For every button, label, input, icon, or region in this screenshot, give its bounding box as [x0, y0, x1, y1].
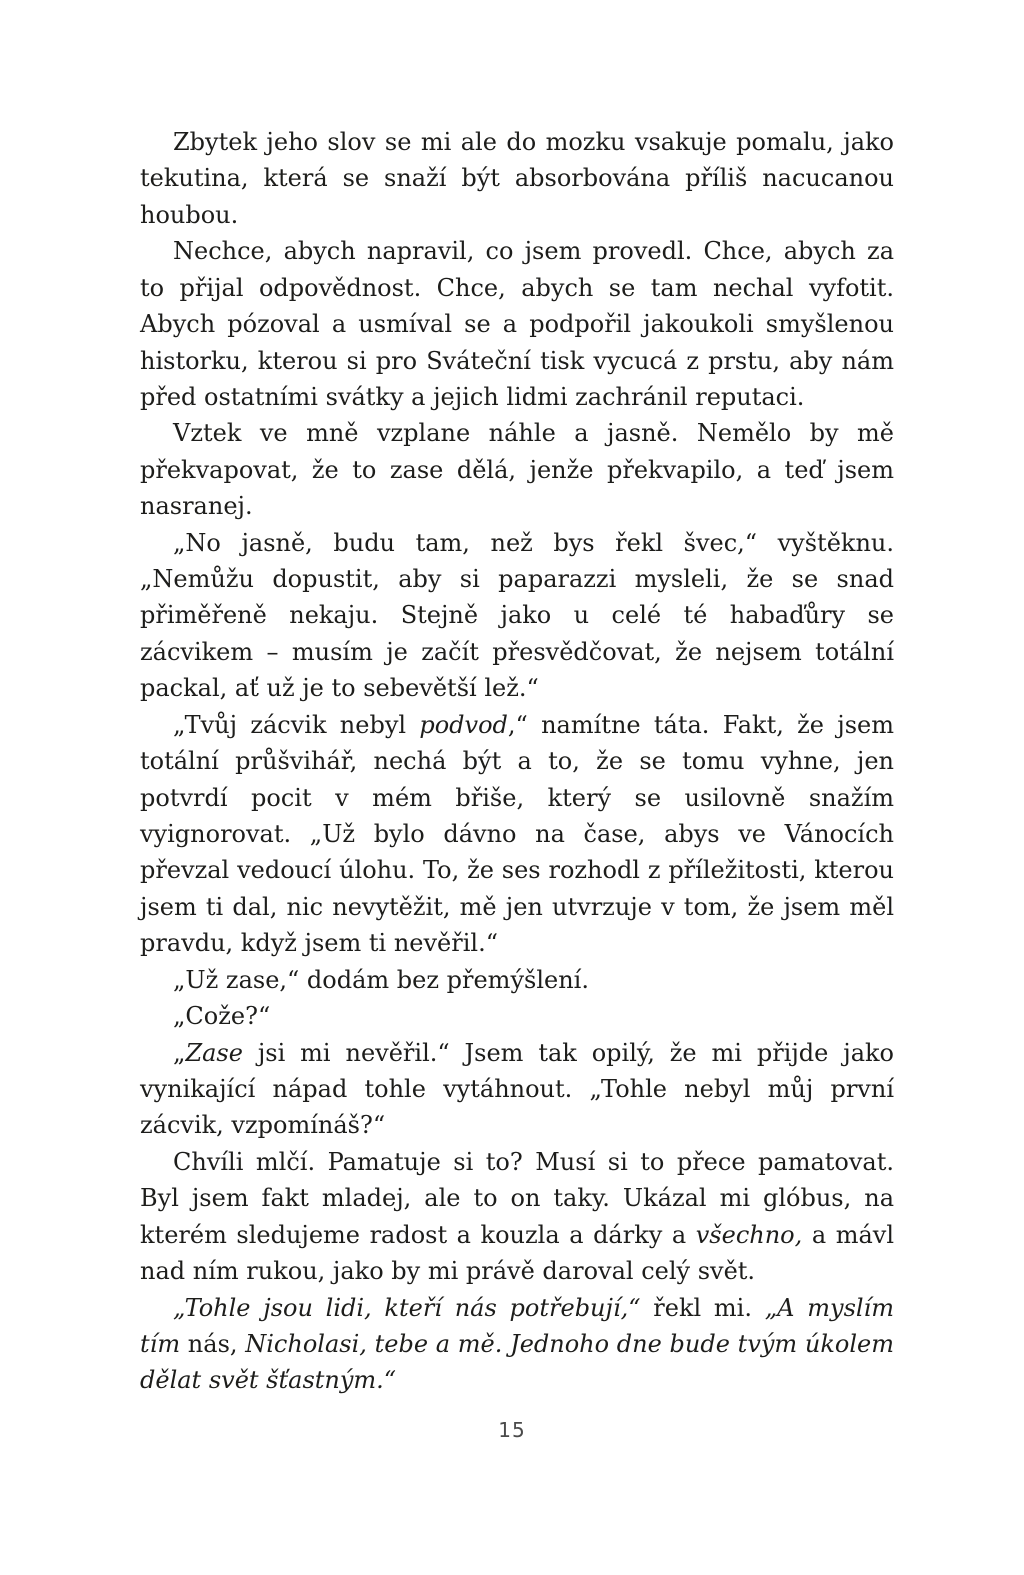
- paragraph: [140, 1035, 894, 1144]
- paragraph: [140, 415, 894, 524]
- body-text: [140, 124, 894, 1399]
- italic-run: podvod: [419, 710, 508, 739]
- text-run: Nechce, abych napravil, co jsem provedl. Chce, abych za to přijal odpovědnost. Chce, abych se tam nechal vyfotit. Abych pózoval a usmíval se a podpořil jakoukoli smyšlenou historku, kterou si pro Sváteční tisk vycucá z prstu, aby nám před ostatními svátky a jejich lidmi zachránil reputaci.: [140, 237, 894, 411]
- text-run: Vztek ve mně vzplane náhle a jasně. Nemělo by mě překvapovat, že to zase dělá, jenže překvapilo, a teď jsem nasranej.: [140, 419, 894, 521]
- text-run: „No jasně, budu tam, než bys řekl švec,“ vyštěknu. „Nemůžu dopustit, aby si paparazzi mysleli, že se snad přiměřeně nekaju. Stejně jako u celé té habaďůry se zácvikem – musím je začít přesvědčovat, že nejsem totální packal, ať už je to sebevětší lež.“: [140, 528, 894, 703]
- paragraph: [140, 707, 894, 962]
- text-run: a mávl nad ním rukou, jako by mi právě daroval celý svět.: [140, 1220, 894, 1286]
- text-run: ,“ namítne táta. Fakt, že jsem totální průšvihář, nechá být a to, že se tomu vyhne, jen potvrdí pocit v mém břiše, který se usilovně snažím vyignorovat. „Už bylo dávno na čase, abys ve Vánocích převzal vedoucí úlohu. To, že ses rozhodl z příležitosti, kterou jsem ti dal, nic nevytěžit, mě jen utvrzuje v tom, že jsem měl pravdu, když jsem ti nevěřil.“: [140, 710, 895, 958]
- paragraph: [140, 962, 894, 998]
- text-run: „: [173, 1038, 186, 1067]
- text-run: Zbytek jeho slov se mi ale do mozku vsakuje pomalu, jako tekutina, která se snaží být absorbována příliš nacucanou houbou.: [140, 128, 894, 229]
- paragraph: [140, 1290, 894, 1399]
- text-run: „Už zase,“ dodám bez přemýšlení.: [173, 965, 589, 994]
- paragraph: [140, 998, 894, 1034]
- italic-run: „Tohle jsou lidi, kteří nás potřebují,“: [173, 1293, 641, 1322]
- text-run: řekl mi.: [640, 1293, 765, 1322]
- paragraph: [140, 525, 894, 707]
- italic-run: „A myslím tím: [140, 1293, 894, 1358]
- paragraph: [140, 1144, 894, 1290]
- italic-run: Zase: [185, 1038, 243, 1067]
- paragraph: [140, 124, 894, 233]
- text-run: „Cože?“: [173, 1002, 271, 1031]
- paragraph: [140, 233, 894, 415]
- text-run: nás,: [180, 1329, 246, 1358]
- text-run: Chvíli mlčí. Pamatuje si to? Musí si to přece pamatovat. Byl jsem fakt mladej, ale to on taky. Ukázal mi glóbus, na kterém sledujeme radost a kouzla a dárky a: [140, 1147, 894, 1249]
- italic-run: všechno,: [695, 1220, 803, 1249]
- page-number: 15: [498, 1418, 526, 1442]
- italic-run: Nicholasi, tebe a mě. Jednoho dne bude tvým úkolem dělat svět šťastným.“: [140, 1329, 895, 1395]
- text-run: „Tvůj zácvik nebyl: [173, 710, 420, 739]
- text-run: jsi mi nevěřil.“ Jsem tak opilý, že mi přijde jako vynikající nápad tohle vytáhnout. „Tohle nebyl můj první zácvik, vzpomínáš?“: [140, 1038, 894, 1140]
